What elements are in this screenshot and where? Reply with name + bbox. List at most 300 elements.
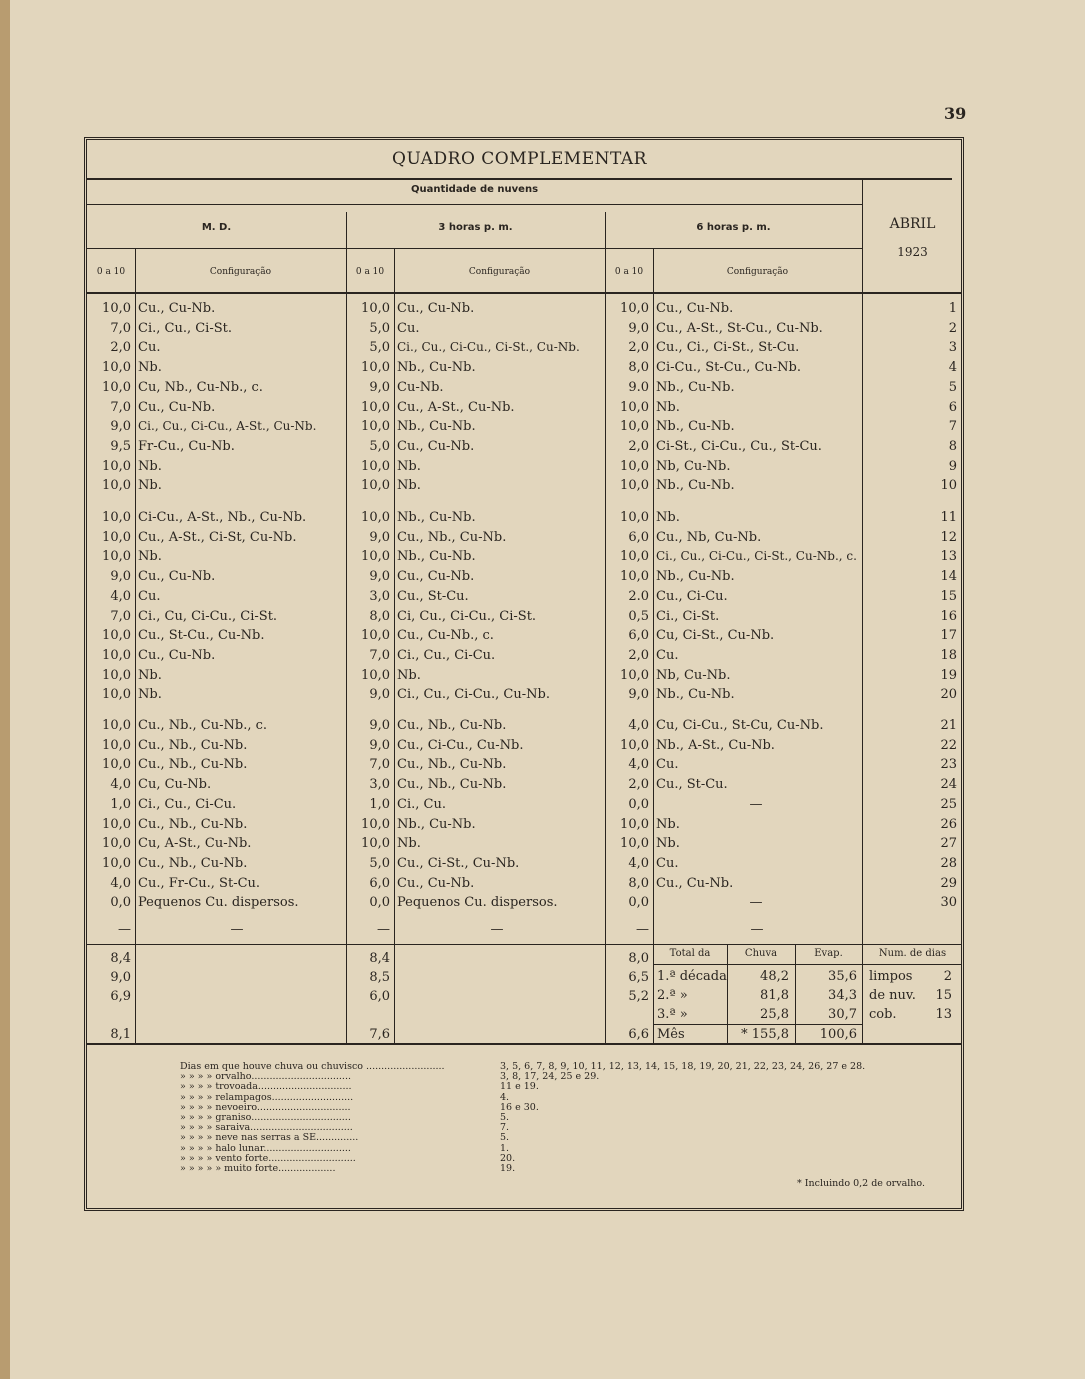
rule <box>863 964 962 965</box>
day-number: 26 <box>940 816 957 832</box>
h3-amount: 0,0 <box>369 895 390 911</box>
h6-amount: 6,0 <box>628 529 649 545</box>
h6-amount: 10,0 <box>620 399 649 415</box>
chuva-header: Chuva <box>744 948 778 959</box>
note-value: 19. <box>500 1163 516 1174</box>
md-amount: 10,0 <box>102 647 131 663</box>
h3-amount: 10,0 <box>361 458 390 474</box>
md-config: Cu., Cu-Nb. <box>138 647 216 663</box>
h6-config: Nb. <box>656 399 680 415</box>
rule <box>346 944 605 945</box>
md-amount: 4,0 <box>110 777 131 793</box>
h3-config: Ci, Cu., Ci-Cu., Ci-St. <box>397 608 537 624</box>
page-number: 39 <box>944 104 967 123</box>
note-label: » » » » » muito forte................... <box>180 1163 336 1174</box>
h6-amount: 10,0 <box>620 478 649 494</box>
h3-mean: 8,5 <box>369 970 390 985</box>
md-config: Nb. <box>138 478 162 494</box>
day-number: 8 <box>948 438 957 454</box>
day-number: 6 <box>948 399 957 415</box>
md-amount: 2,0 <box>110 340 131 356</box>
md-amount: 10,0 <box>102 478 131 494</box>
h3-amount: 10,0 <box>361 816 390 832</box>
h6-amount: 2,0 <box>628 647 649 663</box>
h6-config: Nb., Cu-Nb. <box>656 379 735 395</box>
h6-mean: 6,5 <box>628 970 649 985</box>
md-amount: 10,0 <box>102 737 131 753</box>
h3-amount: 9,0 <box>369 718 390 733</box>
rule <box>653 964 862 965</box>
footnote: * Incluindo 0,2 de orvalho. <box>797 1178 925 1189</box>
h6-config: — <box>749 796 763 812</box>
md-amount: 10,0 <box>102 667 131 683</box>
md-mean: 6,9 <box>110 989 131 1004</box>
col-config: Configuração <box>468 267 531 277</box>
md-amount: 10,0 <box>102 855 131 871</box>
num-dias-header: Num. de dias <box>878 948 947 959</box>
h3-amount: 5,0 <box>369 340 390 356</box>
md-amount: 10,0 <box>102 718 131 733</box>
h6-amount: 4,0 <box>628 855 649 871</box>
chuva-value: 81,8 <box>760 988 789 1003</box>
day-number: 5 <box>948 379 957 395</box>
md-amount: 4,0 <box>110 875 131 891</box>
h3-amount: 7,0 <box>369 647 390 663</box>
h3-config: Cu., Nb., Cu-Nb. <box>397 757 507 773</box>
chuva-value: * 155,8 <box>741 1027 789 1042</box>
dash: — <box>750 922 764 937</box>
day-number: 13 <box>940 549 957 565</box>
h6-amount: 0,5 <box>628 608 649 624</box>
period-label: 3.ª » <box>657 1007 688 1022</box>
h3-config: Nb., Cu-Nb. <box>397 419 476 435</box>
note-value: 20. <box>500 1152 516 1164</box>
h6-amount: 10,0 <box>620 301 649 316</box>
h6-config: Nb, Cu-Nb. <box>656 667 731 683</box>
day-number: 21 <box>940 718 957 733</box>
dash: — <box>230 922 244 937</box>
md-config: Ci., Cu, Ci-Cu., Ci-St. <box>138 608 278 624</box>
md-amount: 9,0 <box>110 569 131 585</box>
h3-amount: 7,0 <box>369 757 390 773</box>
day-number: 12 <box>940 529 957 545</box>
col-amount: 0 a 10 <box>96 267 126 277</box>
h6-amount: 10,0 <box>620 419 649 435</box>
h6-amount: 9.0 <box>628 379 649 395</box>
md-config: Nb. <box>138 458 162 474</box>
chuva-value: 25,8 <box>760 1007 789 1022</box>
md-amount: 10,0 <box>102 836 131 852</box>
h3-amount: 10,0 <box>361 510 390 525</box>
day-number: 16 <box>940 608 957 624</box>
md-config: Cu., Cu-Nb. <box>138 399 216 415</box>
md-config: Pequenos Cu. dispersos. <box>138 895 299 911</box>
h6-config: Cu, Ci-Cu., St-Cu, Cu-Nb. <box>656 718 824 733</box>
rule <box>862 178 863 292</box>
h6-amount: 0,0 <box>628 895 649 911</box>
h3-config: Cu., St-Cu. <box>397 588 469 604</box>
dash: — <box>636 922 649 937</box>
h3-amount: 9,0 <box>369 529 390 545</box>
md-config: Ci., Cu., Ci-Cu. <box>138 796 237 812</box>
note-value: 3, 5, 6, 7, 8, 9, 10, 11, 12, 13, 14, 15, 18, 19, 20, 21, 22, 23, 24, 26, 27 e 28. <box>500 1061 866 1072</box>
h3-config: Nb. <box>397 478 421 494</box>
md-amount: 9,0 <box>110 419 131 435</box>
h3-amount: 5,0 <box>369 438 390 454</box>
h6-config: Nb., A-St., Cu-Nb. <box>656 737 775 753</box>
md-config: Ci-Cu., A-St., Nb., Cu-Nb. <box>138 510 307 525</box>
day-number: 20 <box>940 687 957 703</box>
h3-amount: 9,0 <box>369 687 390 703</box>
md-amount: 10,0 <box>102 360 131 376</box>
h3-amount: 10,0 <box>361 836 390 852</box>
h6-config: Ci., Cu., Ci-Cu., Ci-St., Cu-Nb., c. <box>656 549 857 564</box>
day-number: 1 <box>948 301 957 316</box>
h3-config: Cu., Cu-Nb. <box>397 569 475 585</box>
rule <box>135 248 136 1043</box>
h3-amount: 5,0 <box>369 855 390 871</box>
total-header: Total da <box>669 948 711 959</box>
h6-config: Nb., Cu-Nb. <box>656 569 735 585</box>
md-config: Cu., Nb., Cu-Nb., c. <box>138 718 268 733</box>
day-number: 19 <box>940 667 957 683</box>
h6-config: Nb., Cu-Nb. <box>656 687 735 703</box>
note-value: 1. <box>500 1142 510 1154</box>
note-value: 11 e 19. <box>500 1081 539 1093</box>
day-number: 4 <box>948 360 957 376</box>
md-config: Cu., Cu-Nb. <box>138 569 216 585</box>
md-mean: 8,1 <box>110 1027 131 1042</box>
md-config: Cu., Nb., Cu-Nb. <box>138 855 248 871</box>
md-amount: 10,0 <box>102 458 131 474</box>
day-number: 29 <box>940 875 957 891</box>
h3-amount: 10,0 <box>361 628 390 644</box>
month-label: ABRIL <box>889 216 936 232</box>
year-label: 1923 <box>897 245 928 259</box>
h6-amount: 8,0 <box>628 360 649 376</box>
h3-config: Cu., A-St., Cu-Nb. <box>397 399 515 415</box>
day-number: 28 <box>940 855 957 871</box>
rule <box>87 292 962 294</box>
dash: — <box>377 922 390 937</box>
h3-config: Cu., Nb., Cu-Nb. <box>397 777 507 793</box>
period-label: 1.ª década <box>657 969 727 984</box>
col-config: Configuração <box>209 267 272 277</box>
h3-config: Ci., Cu., Ci-Cu. <box>397 647 496 663</box>
h3-config: Nb. <box>397 836 421 852</box>
md-config: Cu, Nb., Cu-Nb., c. <box>138 379 263 395</box>
h6-amount: 10,0 <box>620 569 649 585</box>
rule <box>87 1043 962 1045</box>
day-number: 3 <box>948 340 957 356</box>
dias-value: 15 <box>935 988 952 1003</box>
h3-config: Pequenos Cu. dispersos. <box>397 895 558 911</box>
h3-amount: 5,0 <box>369 320 390 336</box>
md-config: Nb. <box>138 667 162 683</box>
md-amount: 10,0 <box>102 816 131 832</box>
period-6pm: 6 horas p. m. <box>696 222 771 233</box>
md-config: Nb. <box>138 360 162 376</box>
note-label: » » » » saraiva.................................. <box>180 1122 353 1134</box>
h6-amount: 2,0 <box>628 340 649 356</box>
md-mean: 9,0 <box>110 970 131 985</box>
dias-value: 2 <box>943 969 952 984</box>
day-number: 22 <box>940 737 957 753</box>
rule <box>394 248 395 1043</box>
day-number: 9 <box>948 458 957 474</box>
md-amount: 10,0 <box>102 628 131 644</box>
h3-config: Cu., Cu-Nb. <box>397 301 475 316</box>
note-label: » » » » graniso................................. <box>180 1112 351 1123</box>
h6-config: Nb, Cu-Nb. <box>656 458 731 474</box>
h6-amount: 10,0 <box>620 816 649 832</box>
h3-config: Nb., Cu-Nb. <box>397 816 476 832</box>
h3-amount: 10,0 <box>361 399 390 415</box>
md-config: Fr-Cu., Cu-Nb. <box>138 438 235 454</box>
day-number: 17 <box>940 628 957 644</box>
note-label: » » » » orvalho................................. <box>180 1071 351 1083</box>
h3-config: Nb., Cu-Nb. <box>397 360 476 376</box>
h3-config: Cu., Cu-Nb. <box>397 875 475 891</box>
md-config: Cu., Fr-Cu., St-Cu. <box>138 875 261 891</box>
h6-amount: 10,0 <box>620 458 649 474</box>
h3-config: Nb. <box>397 458 421 474</box>
rule <box>87 944 346 945</box>
md-config: Cu., A-St., Ci-St, Cu-Nb. <box>138 529 297 545</box>
md-config: Ci., Cu., Ci-St. <box>138 320 232 336</box>
md-amount: 10,0 <box>102 379 131 395</box>
h3-config: Ci., Cu. <box>397 796 446 812</box>
note-label: » » » » trovoada............................... <box>180 1081 352 1093</box>
h6-config: Nb. <box>656 836 680 852</box>
day-number: 10 <box>940 478 957 494</box>
h3-config: Nb., Cu-Nb. <box>397 510 476 525</box>
note-label: » » » » neve nas serras a SE.............. <box>180 1132 359 1144</box>
h3-config: Cu. <box>397 320 420 336</box>
h3-config: Cu., Cu-Nb. <box>397 438 475 454</box>
md-config: Ci., Cu., Ci-Cu., A-St., Cu-Nb. <box>138 419 317 434</box>
rule <box>653 248 654 1043</box>
md-amount: 7,0 <box>110 320 131 336</box>
note-label: » » » » vento forte............................. <box>180 1152 356 1164</box>
complementary-table <box>84 137 964 1211</box>
h6-config: Cu. <box>656 647 679 663</box>
h6-amount: 0,0 <box>628 796 649 812</box>
h6-config: Cu. <box>656 855 679 871</box>
note-value: 16 e 30. <box>500 1101 539 1113</box>
note-label: » » » » halo lunar............................. <box>180 1142 351 1154</box>
day-number: 14 <box>940 569 957 585</box>
h6-config: Cu, Ci-St., Cu-Nb. <box>656 628 775 644</box>
h6-mean: 8,0 <box>628 951 649 966</box>
md-config: Cu., Nb., Cu-Nb. <box>138 737 248 753</box>
dias-label: de nuv. <box>869 988 916 1003</box>
note-label: Dias em que houve chuva ou chuvisco .......................... <box>180 1061 445 1072</box>
md-amount: 4,0 <box>110 588 131 604</box>
md-amount: 10,0 <box>102 301 131 316</box>
h6-config: Nb. <box>656 816 680 832</box>
day-number: 27 <box>940 836 957 852</box>
h3-amount: 10,0 <box>361 301 390 316</box>
md-amount: 9,5 <box>110 438 131 454</box>
h6-config: — <box>749 895 763 911</box>
h6-config: Cu. <box>656 757 679 773</box>
h6-amount: 10,0 <box>620 549 649 565</box>
h6-amount: 10,0 <box>620 667 649 683</box>
h3-amount: 9,0 <box>369 379 390 395</box>
md-mean: 8,4 <box>110 951 131 966</box>
note-label: » » » » nevoeiro............................... <box>180 1101 351 1113</box>
h3-config: Ci., Cu., Ci-Cu., Cu-Nb. <box>397 687 550 703</box>
md-config: Cu. <box>138 340 161 356</box>
h6-amount: 9,0 <box>628 687 649 703</box>
md-config: Cu., Nb., Cu-Nb. <box>138 757 248 773</box>
h6-config: Cu., Ci., Ci-St., St-Cu. <box>656 340 800 356</box>
dash: — <box>490 922 504 937</box>
dias-value: 13 <box>935 1007 952 1022</box>
period-md: M. D. <box>201 222 232 233</box>
md-amount: 10,0 <box>102 687 131 703</box>
day-number: 18 <box>940 647 957 663</box>
h3-config: Nb., Cu-Nb. <box>397 549 476 565</box>
md-config: Cu. <box>138 588 161 604</box>
h3-config: Cu., Ci-St., Cu-Nb. <box>397 855 520 871</box>
h3-amount: 3,0 <box>369 588 390 604</box>
h3-amount: 10,0 <box>361 549 390 565</box>
md-amount: 0,0 <box>110 895 131 911</box>
h3-config: Cu., Cu-Nb., c. <box>397 628 494 644</box>
h6-amount: 2,0 <box>628 438 649 454</box>
h6-amount: 4,0 <box>628 718 649 733</box>
h3-mean: 7,6 <box>369 1027 390 1042</box>
h3-amount: 10,0 <box>361 360 390 376</box>
h6-amount: 4,0 <box>628 757 649 773</box>
h6-config: Nb., Cu-Nb. <box>656 478 735 494</box>
h6-config: Cu., Cu-Nb. <box>656 301 734 316</box>
h6-mean: 5,2 <box>628 989 649 1004</box>
note-label: » » » » relampagos........................... <box>180 1091 354 1103</box>
h6-amount: 6,0 <box>628 628 649 644</box>
h6-amount: 2.0 <box>628 588 649 604</box>
dias-label: limpos <box>869 969 913 984</box>
h6-amount: 8,0 <box>628 875 649 891</box>
h6-config: Cu., Cu-Nb. <box>656 875 734 891</box>
dash: — <box>118 922 131 937</box>
rule <box>653 1024 862 1025</box>
chuva-value: 48,2 <box>760 969 789 984</box>
md-amount: 7,0 <box>110 608 131 624</box>
h3-amount: 3,0 <box>369 777 390 793</box>
md-config: Cu., Nb., Cu-Nb. <box>138 816 248 832</box>
day-number: 25 <box>940 796 957 812</box>
h6-config: Nb. <box>656 510 680 525</box>
col-amount: 0 a 10 <box>614 267 644 277</box>
evap-header: Evap. <box>814 948 843 959</box>
h3-config: Cu-Nb. <box>397 379 444 395</box>
md-config: Cu., Cu-Nb. <box>138 301 216 316</box>
evap-value: 100,6 <box>819 1027 857 1042</box>
md-config: Nb. <box>138 549 162 565</box>
h3-config: Cu., Nb., Cu-Nb. <box>397 529 507 545</box>
h3-amount: 10,0 <box>361 419 390 435</box>
day-number: 23 <box>940 757 957 773</box>
md-config: Nb. <box>138 687 162 703</box>
md-config: Cu, Cu-Nb. <box>138 777 212 793</box>
h3-amount: 9,0 <box>369 569 390 585</box>
md-amount: 10,0 <box>102 510 131 525</box>
day-number: 11 <box>940 510 957 525</box>
h3-config: Ci., Cu., Ci-Cu., Ci-St., Cu-Nb. <box>397 340 580 355</box>
h3-config: Nb. <box>397 667 421 683</box>
h6-config: Cu., A-St., St-Cu., Cu-Nb. <box>656 320 823 336</box>
table-title: QUADRO COMPLEMENTAR <box>87 140 952 180</box>
note-value: 7. <box>500 1122 510 1134</box>
h3-config: Cu., Ci-Cu., Cu-Nb. <box>397 737 524 753</box>
dias-label: cob. <box>869 1007 897 1022</box>
md-amount: 7,0 <box>110 399 131 415</box>
day-number: 2 <box>948 320 957 336</box>
md-config: Cu., St-Cu., Cu-Nb. <box>138 628 265 644</box>
day-number: 30 <box>940 895 957 911</box>
h6-config: Ci-St., Ci-Cu., Cu., St-Cu. <box>656 438 822 454</box>
h3-amount: 9,0 <box>369 737 390 753</box>
h6-config: Cu., Nb, Cu-Nb. <box>656 529 762 545</box>
h6-config: Cu., St-Cu. <box>656 777 728 793</box>
h3-mean: 6,0 <box>369 989 390 1004</box>
md-amount: 10,0 <box>102 529 131 545</box>
group-header: Quantidade de nuvens <box>410 184 539 195</box>
h3-amount: 6,0 <box>369 875 390 891</box>
h3-config: Cu., Nb., Cu-Nb. <box>397 718 507 733</box>
h3-mean: 8,4 <box>369 951 390 966</box>
h6-config: Ci., Ci-St. <box>656 608 720 624</box>
h6-amount: 10,0 <box>620 737 649 753</box>
col-config: Configuração <box>726 267 789 277</box>
rule <box>605 944 962 945</box>
note-value: 5. <box>500 1132 510 1144</box>
period-3pm: 3 horas p. m. <box>438 222 513 233</box>
h3-amount: 8,0 <box>369 608 390 624</box>
h6-mean: 6,6 <box>628 1027 649 1042</box>
day-number: 15 <box>940 588 957 604</box>
h6-amount: 10,0 <box>620 836 649 852</box>
period-label: Mês <box>657 1027 685 1042</box>
md-amount: 10,0 <box>102 757 131 773</box>
rule <box>87 248 862 249</box>
evap-value: 35,6 <box>828 969 857 984</box>
h6-config: Nb., Cu-Nb. <box>656 419 735 435</box>
evap-value: 34,3 <box>828 988 857 1003</box>
note-value: 5. <box>500 1112 510 1123</box>
note-value: 3, 8, 17, 24, 25 e 29. <box>500 1071 600 1083</box>
day-number: 24 <box>940 777 957 793</box>
evap-value: 30,7 <box>828 1007 857 1022</box>
day-number: 7 <box>948 419 957 435</box>
col-amount: 0 a 10 <box>355 267 385 277</box>
rule <box>87 204 862 205</box>
md-amount: 10,0 <box>102 549 131 565</box>
h6-amount: 9,0 <box>628 320 649 336</box>
h3-amount: 10,0 <box>361 667 390 683</box>
h6-amount: 10,0 <box>620 510 649 525</box>
h6-config: Cu., Ci-Cu. <box>656 588 728 604</box>
h3-amount: 10,0 <box>361 478 390 494</box>
md-amount: 1,0 <box>110 796 131 812</box>
note-value: 4. <box>500 1091 510 1103</box>
period-label: 2.ª » <box>657 988 688 1003</box>
h6-config: Ci-Cu., St-Cu., Cu-Nb. <box>656 360 801 376</box>
h3-amount: 1,0 <box>369 796 390 812</box>
